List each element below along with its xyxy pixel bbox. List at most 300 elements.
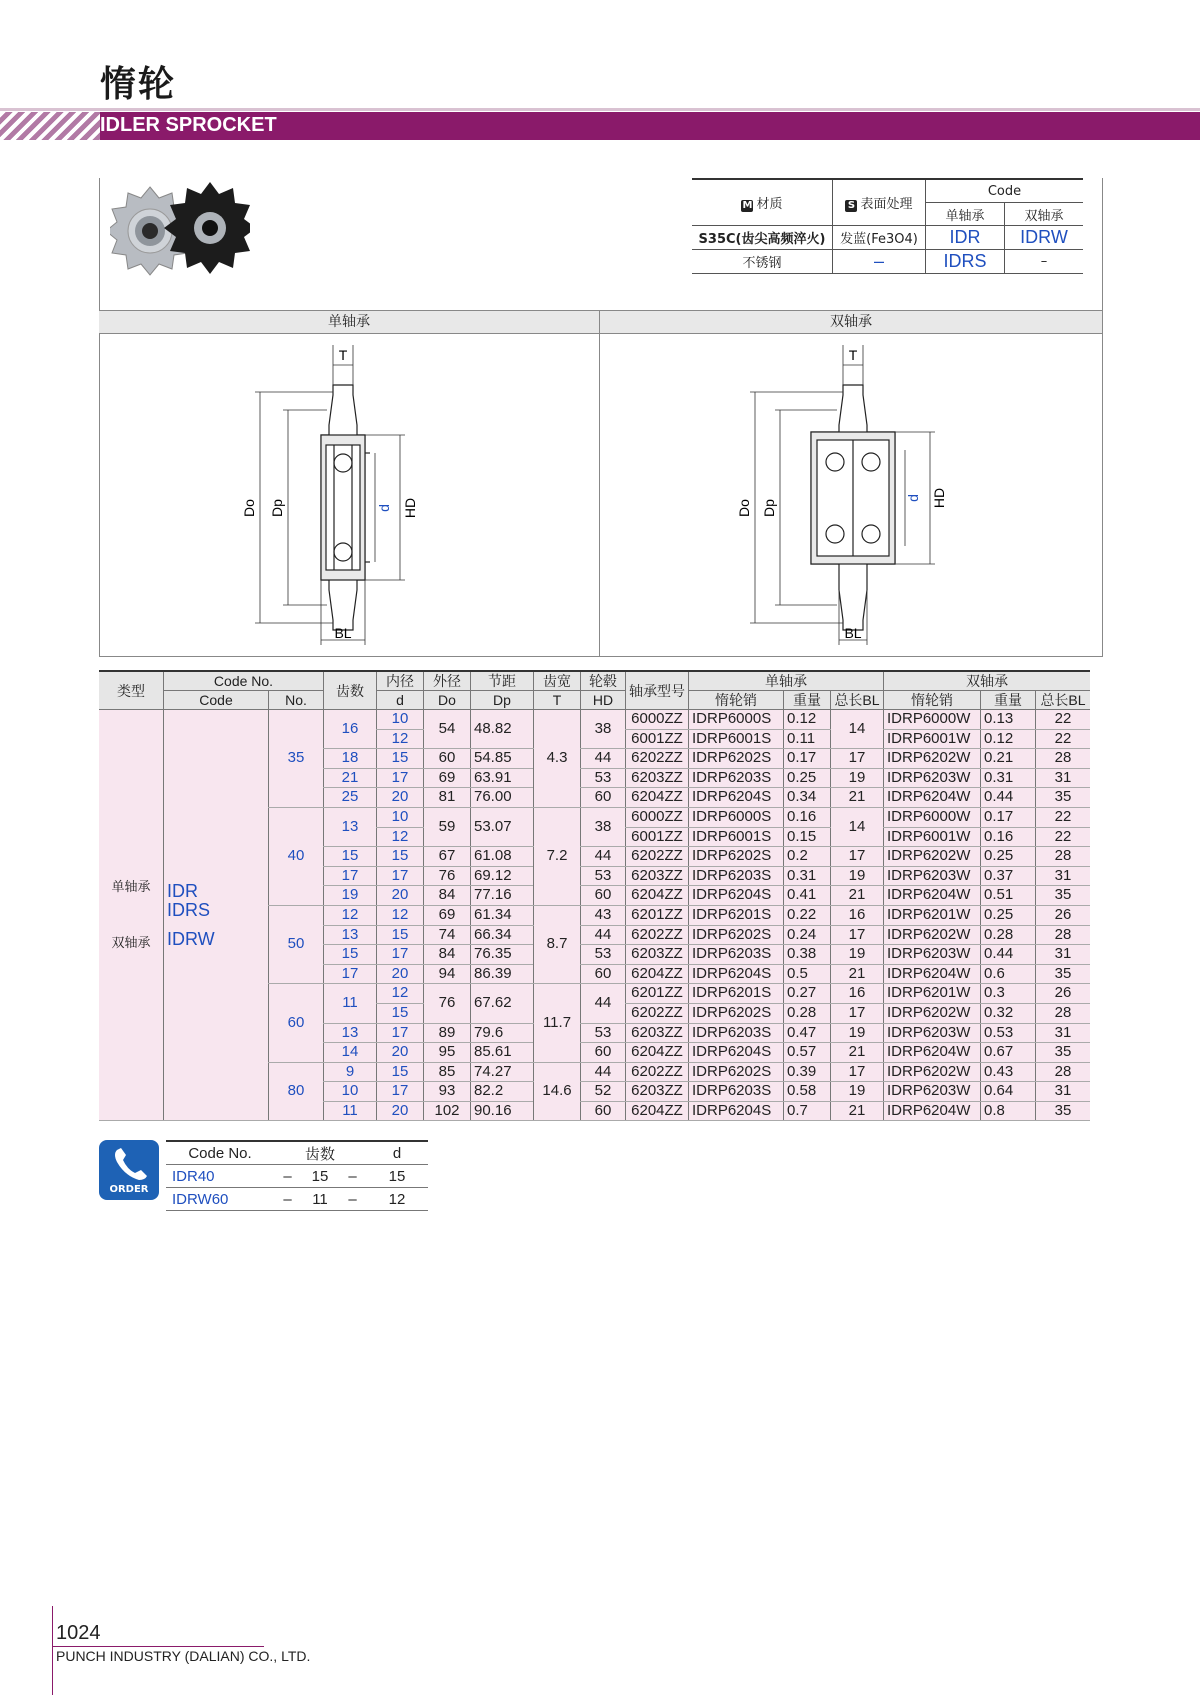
- label-Dp: Dp: [269, 499, 285, 517]
- col-bore: 内径: [377, 671, 424, 691]
- bore: 17: [377, 1082, 424, 1102]
- tooth-width: 7.2: [534, 807, 581, 905]
- bore: 12: [377, 984, 424, 1004]
- teeth: 17: [324, 964, 377, 984]
- bearing-model: 6202ZZ: [626, 925, 689, 945]
- bl-single: 19: [831, 945, 884, 965]
- weight-single: 0.34: [784, 788, 831, 808]
- pitch-diameter: 76.35: [471, 945, 534, 965]
- pin-double: IDRP6000W: [884, 807, 981, 827]
- col-type: 类型: [99, 671, 164, 710]
- bore: 20: [377, 964, 424, 984]
- pitch-diameter: 85.61: [471, 1043, 534, 1063]
- col-pitch: 节距: [471, 671, 534, 691]
- pitch-diameter: 54.85: [471, 749, 534, 769]
- pin-single: IDRP6201S: [689, 984, 784, 1004]
- bl-single: 17: [831, 925, 884, 945]
- weight-single: 0.2: [784, 847, 831, 867]
- pin-double: IDRP6204W: [884, 1043, 981, 1063]
- hub-diameter: 53: [581, 768, 626, 788]
- code-idr[interactable]: IDR: [926, 226, 1005, 250]
- bore: 20: [377, 1043, 424, 1063]
- col-code-no: Code No.: [164, 671, 324, 691]
- pin-single: IDRP6202S: [689, 925, 784, 945]
- code-idrw: IDRW: [167, 928, 215, 949]
- pitch-diameter: 66.34: [471, 925, 534, 945]
- weight-single: 0.38: [784, 945, 831, 965]
- single-header: 单轴承: [926, 203, 1005, 226]
- weight-double: 0.8: [981, 1101, 1036, 1121]
- col-code: Code: [164, 691, 269, 710]
- hub-diameter: 60: [581, 788, 626, 808]
- pitch-diameter: 63.91: [471, 768, 534, 788]
- outer-diameter: 81: [424, 788, 471, 808]
- col-no: No.: [269, 691, 324, 710]
- pin-single: IDRP6001S: [689, 729, 784, 749]
- bearing-model: 6202ZZ: [626, 1062, 689, 1082]
- material-header: M 材质: [692, 179, 833, 226]
- label-BL: BL: [334, 625, 352, 641]
- teeth: 25: [324, 788, 377, 808]
- order-col-d: d: [366, 1141, 428, 1165]
- bore: 15: [377, 749, 424, 769]
- pin-single: IDRP6202S: [689, 847, 784, 867]
- teeth: 19: [324, 886, 377, 906]
- teeth: 13: [324, 807, 377, 846]
- label-d: d: [376, 504, 392, 512]
- col-od-sym: Do: [424, 691, 471, 710]
- col-width: 齿宽: [534, 671, 581, 691]
- weight-double: 0.51: [981, 886, 1036, 906]
- pitch-diameter: 74.27: [471, 1062, 534, 1082]
- bearing-model: 6001ZZ: [626, 827, 689, 847]
- bl-single: 21: [831, 1043, 884, 1063]
- material-table: [692, 178, 1083, 274]
- weight-double: 0.6: [981, 964, 1036, 984]
- bore: 10: [377, 710, 424, 730]
- hub-diameter: 60: [581, 964, 626, 984]
- hub-diameter: 43: [581, 905, 626, 925]
- pin-double: IDRP6203W: [884, 945, 981, 965]
- chain-no: 80: [269, 1062, 324, 1121]
- weight-single: 0.47: [784, 1023, 831, 1043]
- double-header: 双轴承: [1005, 203, 1084, 226]
- pin-single: IDRP6203S: [689, 866, 784, 886]
- teeth: 12: [324, 905, 377, 925]
- pin-double: IDRP6001W: [884, 729, 981, 749]
- weight-single: 0.24: [784, 925, 831, 945]
- type-single: 单轴承: [111, 879, 151, 895]
- weight-single: 0.41: [784, 886, 831, 906]
- tooth-width: 8.7: [534, 905, 581, 983]
- bl-single: 21: [831, 788, 884, 808]
- teeth: 10: [324, 1082, 377, 1102]
- bore: 17: [377, 768, 424, 788]
- bl-double: 22: [1036, 807, 1091, 827]
- teeth: 13: [324, 925, 377, 945]
- pin-single: IDRP6202S: [689, 749, 784, 769]
- outer-diameter: 69: [424, 768, 471, 788]
- bl-single: 19: [831, 1023, 884, 1043]
- single-bearing-diagram-title: 单轴承: [99, 310, 600, 334]
- outer-diameter: 69: [424, 905, 471, 925]
- pin-double: IDRP6204W: [884, 1101, 981, 1121]
- hub-diameter: 38: [581, 710, 626, 749]
- hub-diameter: 53: [581, 866, 626, 886]
- bl-double: 22: [1036, 827, 1091, 847]
- product-photo: [110, 176, 250, 286]
- pin-double: IDRP6204W: [884, 886, 981, 906]
- pin-single: IDRP6001S: [689, 827, 784, 847]
- weight-single: 0.17: [784, 749, 831, 769]
- teeth: 11: [324, 1101, 377, 1121]
- bore: 12: [377, 827, 424, 847]
- pin-single: IDRP6203S: [689, 945, 784, 965]
- bore: 12: [377, 905, 424, 925]
- code-idr: IDR: [167, 881, 198, 902]
- col-weight-double: 重量: [981, 691, 1036, 710]
- bl-double: 22: [1036, 729, 1091, 749]
- weight-single: 0.31: [784, 866, 831, 886]
- pin-double: IDRP6201W: [884, 984, 981, 1004]
- pitch-diameter: 76.00: [471, 788, 534, 808]
- code-none: –: [1005, 250, 1084, 274]
- weight-double: 0.53: [981, 1023, 1036, 1043]
- bl-single: 17: [831, 1062, 884, 1082]
- outer-diameter: 84: [424, 886, 471, 906]
- hub-diameter: 53: [581, 945, 626, 965]
- col-weight-single: 重量: [784, 691, 831, 710]
- chain-no: 35: [269, 710, 324, 808]
- bl-double: 28: [1036, 925, 1091, 945]
- pin-single: IDRP6000S: [689, 710, 784, 730]
- bl-single: 21: [831, 964, 884, 984]
- bore: 20: [377, 886, 424, 906]
- outer-diameter: 59: [424, 807, 471, 846]
- hub-diameter: 44: [581, 1062, 626, 1082]
- col-hub: 轮毂: [581, 671, 626, 691]
- hub-diameter: 53: [581, 1023, 626, 1043]
- outer-diameter: 54: [424, 710, 471, 749]
- weight-single: 0.5: [784, 964, 831, 984]
- surface-none: –: [833, 250, 926, 274]
- code-idrw[interactable]: IDRW: [1005, 226, 1084, 250]
- col-width-sym: T: [534, 691, 581, 710]
- outer-diameter: 76: [424, 984, 471, 1023]
- pitch-diameter: 61.08: [471, 847, 534, 867]
- hub-diameter: 60: [581, 886, 626, 906]
- label-T-double: T: [848, 347, 858, 363]
- tooth-width: 11.7: [534, 984, 581, 1062]
- outer-diameter: 95: [424, 1043, 471, 1063]
- weight-double: 0.37: [981, 866, 1036, 886]
- weight-double: 0.12: [981, 729, 1036, 749]
- type-cell: [99, 710, 164, 1121]
- outer-diameter: 84: [424, 945, 471, 965]
- col-hub-sym: HD: [581, 691, 626, 710]
- teeth: 15: [324, 847, 377, 867]
- bl-single: 19: [831, 866, 884, 886]
- bl-double: 35: [1036, 886, 1091, 906]
- bore: 15: [377, 1062, 424, 1082]
- hub-diameter: 60: [581, 1043, 626, 1063]
- bearing-model: 6201ZZ: [626, 905, 689, 925]
- col-bl-single: 总长BL: [831, 691, 884, 710]
- hub-diameter: 52: [581, 1082, 626, 1102]
- bearing-model: 6202ZZ: [626, 847, 689, 867]
- teeth: 15: [324, 945, 377, 965]
- weight-double: 0.32: [981, 1003, 1036, 1023]
- pitch-diameter: 82.2: [471, 1082, 534, 1102]
- pitch-diameter: 61.34: [471, 905, 534, 925]
- hub-diameter: 44: [581, 847, 626, 867]
- weight-single: 0.12: [784, 710, 831, 730]
- label-Do-double: Do: [736, 499, 752, 517]
- order-row: IDRW60 – 11 – 12: [166, 1188, 428, 1211]
- bl-double: 28: [1036, 1003, 1091, 1023]
- bl-double: 31: [1036, 768, 1091, 788]
- section-title-en: IDLER SPROCKET: [100, 114, 277, 136]
- chain-no: 60: [269, 984, 324, 1062]
- teeth: 14: [324, 1043, 377, 1063]
- bl-double: 26: [1036, 905, 1091, 925]
- pitch-diameter: 48.82: [471, 710, 534, 749]
- company-name: PUNCH INDUSTRY (DALIAN) CO., LTD.: [56, 1648, 311, 1664]
- material-steel: S35C(齿尖高频淬火): [692, 226, 833, 250]
- bl-double: 35: [1036, 1101, 1091, 1121]
- title-band-top-line: [0, 108, 1200, 111]
- order-label: ORDER: [109, 1184, 149, 1195]
- diagram-divider: [599, 310, 600, 656]
- bearing-model: 6203ZZ: [626, 1082, 689, 1102]
- pin-double: IDRP6201W: [884, 905, 981, 925]
- pitch-diameter: 67.62: [471, 984, 534, 1023]
- bore: 20: [377, 788, 424, 808]
- bl-double: 35: [1036, 1043, 1091, 1063]
- hub-diameter: 44: [581, 984, 626, 1023]
- bore: 10: [377, 807, 424, 827]
- label-BL-double: BL: [844, 625, 862, 641]
- pin-single: IDRP6203S: [689, 1082, 784, 1102]
- footer-hline: [52, 1646, 264, 1647]
- bearing-model: 6204ZZ: [626, 1101, 689, 1121]
- bl-double: 28: [1036, 749, 1091, 769]
- weight-double: 0.16: [981, 827, 1036, 847]
- pin-single: IDRP6203S: [689, 1023, 784, 1043]
- weight-double: 0.31: [981, 768, 1036, 788]
- pin-single: IDRP6201S: [689, 905, 784, 925]
- surface-blacken: 发蓝(Fe3O4): [833, 226, 926, 250]
- code-idrs[interactable]: IDRS: [926, 250, 1005, 274]
- order-col-code: Code No.: [166, 1141, 274, 1165]
- label-HD: HD: [402, 497, 418, 519]
- outer-diameter: 67: [424, 847, 471, 867]
- outer-diameter: 93: [424, 1082, 471, 1102]
- pin-double: IDRP6000W: [884, 710, 981, 730]
- label-Dp-double: Dp: [761, 499, 777, 517]
- pitch-diameter: 90.16: [471, 1101, 534, 1121]
- bl-double: 35: [1036, 964, 1091, 984]
- bl-single: 14: [831, 710, 884, 749]
- bl-double: 28: [1036, 1062, 1091, 1082]
- bearing-model: 6204ZZ: [626, 1043, 689, 1063]
- pin-single: IDRP6204S: [689, 886, 784, 906]
- bl-single: 16: [831, 984, 884, 1004]
- weight-single: 0.7: [784, 1101, 831, 1121]
- teeth: 13: [324, 1023, 377, 1043]
- bore: 15: [377, 925, 424, 945]
- tooth-width: 14.6: [534, 1062, 581, 1121]
- weight-single: 0.22: [784, 905, 831, 925]
- pin-double: IDRP6204W: [884, 788, 981, 808]
- pin-single: IDRP6203S: [689, 768, 784, 788]
- bore: 17: [377, 945, 424, 965]
- bore: 15: [377, 847, 424, 867]
- bl-double: 22: [1036, 710, 1091, 730]
- pitch-diameter: 69.12: [471, 866, 534, 886]
- bearing-model: 6202ZZ: [626, 749, 689, 769]
- pin-double: IDRP6203W: [884, 866, 981, 886]
- pin-single: IDRP6202S: [689, 1062, 784, 1082]
- bearing-model: 6000ZZ: [626, 807, 689, 827]
- weight-double: 0.3: [981, 984, 1036, 1004]
- outer-diameter: 76: [424, 866, 471, 886]
- weight-double: 0.44: [981, 788, 1036, 808]
- bl-single: 17: [831, 847, 884, 867]
- pin-double: IDRP6203W: [884, 1023, 981, 1043]
- teeth: 16: [324, 710, 377, 749]
- col-teeth: 齿数: [324, 671, 377, 710]
- bearing-model: 6203ZZ: [626, 945, 689, 965]
- bore: 17: [377, 866, 424, 886]
- code-idrs: IDRS: [167, 899, 211, 920]
- weight-single: 0.11: [784, 729, 831, 749]
- pitch-diameter: 77.16: [471, 886, 534, 906]
- pin-double: IDRP6202W: [884, 925, 981, 945]
- weight-single: 0.58: [784, 1082, 831, 1102]
- bl-double: 35: [1036, 788, 1091, 808]
- teeth: 9: [324, 1062, 377, 1082]
- order-row: IDR40 – 15 – 15: [166, 1165, 428, 1188]
- label-Do: Do: [241, 499, 257, 517]
- weight-single: 0.28: [784, 1003, 831, 1023]
- double-bearing-diagram-title: 双轴承: [600, 310, 1102, 334]
- col-pin-double: 惰轮销: [884, 691, 981, 710]
- pin-double: IDRP6203W: [884, 768, 981, 788]
- bl-double: 28: [1036, 847, 1091, 867]
- pitch-diameter: 79.6: [471, 1023, 534, 1043]
- col-bearing: 轴承型号: [626, 671, 689, 710]
- bearing-model: 6201ZZ: [626, 984, 689, 1004]
- col-bl-double: 总长BL: [1036, 691, 1091, 710]
- bl-single: 17: [831, 749, 884, 769]
- bearing-model: 6000ZZ: [626, 710, 689, 730]
- double-bearing-diagram: [725, 340, 955, 650]
- pin-double: IDRP6202W: [884, 847, 981, 867]
- order-example-table: [166, 1140, 428, 1211]
- bearing-model: 6204ZZ: [626, 788, 689, 808]
- col-pin-single: 惰轮销: [689, 691, 784, 710]
- outer-diameter: 74: [424, 925, 471, 945]
- weight-double: 0.64: [981, 1082, 1036, 1102]
- bore: 15: [377, 1003, 424, 1023]
- bl-single: 21: [831, 886, 884, 906]
- bore: 20: [377, 1101, 424, 1121]
- col-double: 双轴承: [884, 671, 1091, 691]
- pin-double: IDRP6203W: [884, 1082, 981, 1102]
- weight-double: 0.28: [981, 925, 1036, 945]
- tooth-width: 4.3: [534, 710, 581, 808]
- bore: 17: [377, 1023, 424, 1043]
- pin-single: IDRP6204S: [689, 788, 784, 808]
- col-od: 外径: [424, 671, 471, 691]
- band-stripes: [0, 112, 100, 140]
- outer-diameter: 85: [424, 1062, 471, 1082]
- pin-double: IDRP6202W: [884, 749, 981, 769]
- teeth: 21: [324, 768, 377, 788]
- bl-single: 17: [831, 1003, 884, 1023]
- material-stainless: 不锈钢: [692, 250, 833, 274]
- bearing-model: 6204ZZ: [626, 886, 689, 906]
- bl-double: 31: [1036, 866, 1091, 886]
- chain-no: 40: [269, 807, 324, 905]
- bore: 12: [377, 729, 424, 749]
- weight-double: 0.43: [981, 1062, 1036, 1082]
- pitch-diameter: 53.07: [471, 807, 534, 846]
- weight-double: 0.44: [981, 945, 1036, 965]
- hub-diameter: 44: [581, 749, 626, 769]
- weight-double: 0.21: [981, 749, 1036, 769]
- bearing-model: 6001ZZ: [626, 729, 689, 749]
- label-HD-double: HD: [931, 487, 947, 509]
- hub-diameter: 38: [581, 807, 626, 846]
- weight-single: 0.15: [784, 827, 831, 847]
- page-title: 惰轮: [100, 64, 177, 105]
- bearing-model: 6203ZZ: [626, 768, 689, 788]
- outer-diameter: 89: [424, 1023, 471, 1043]
- bearing-model: 6202ZZ: [626, 1003, 689, 1023]
- bearing-model: 6203ZZ: [626, 1023, 689, 1043]
- single-bearing-diagram: [230, 340, 450, 650]
- bl-double: 31: [1036, 1023, 1091, 1043]
- pin-double: IDRP6001W: [884, 827, 981, 847]
- bl-single: 14: [831, 807, 884, 846]
- pin-single: IDRP6204S: [689, 1101, 784, 1121]
- pin-single: IDRP6204S: [689, 1043, 784, 1063]
- teeth: 17: [324, 866, 377, 886]
- label-T: T: [338, 347, 348, 363]
- col-pitch-sym: Dp: [471, 691, 534, 710]
- weight-double: 0.13: [981, 710, 1036, 730]
- black-sprocket-icon: [164, 182, 250, 274]
- pin-single: IDRP6204S: [689, 964, 784, 984]
- pitch-diameter: 86.39: [471, 964, 534, 984]
- weight-single: 0.39: [784, 1062, 831, 1082]
- bl-double: 31: [1036, 945, 1091, 965]
- type-double: 双轴承: [111, 934, 151, 950]
- bl-single: 19: [831, 1082, 884, 1102]
- surface-header: S 表面处理: [833, 179, 926, 226]
- weight-single: 0.27: [784, 984, 831, 1004]
- bl-double: 31: [1036, 1082, 1091, 1102]
- weight-double: 0.25: [981, 905, 1036, 925]
- order-col-teeth: 齿数: [274, 1141, 366, 1165]
- bearing-model: 6203ZZ: [626, 866, 689, 886]
- bl-single: 21: [831, 1101, 884, 1121]
- pin-double: IDRP6202W: [884, 1062, 981, 1082]
- table-row: [99, 710, 1090, 730]
- pin-single: IDRP6202S: [689, 1003, 784, 1023]
